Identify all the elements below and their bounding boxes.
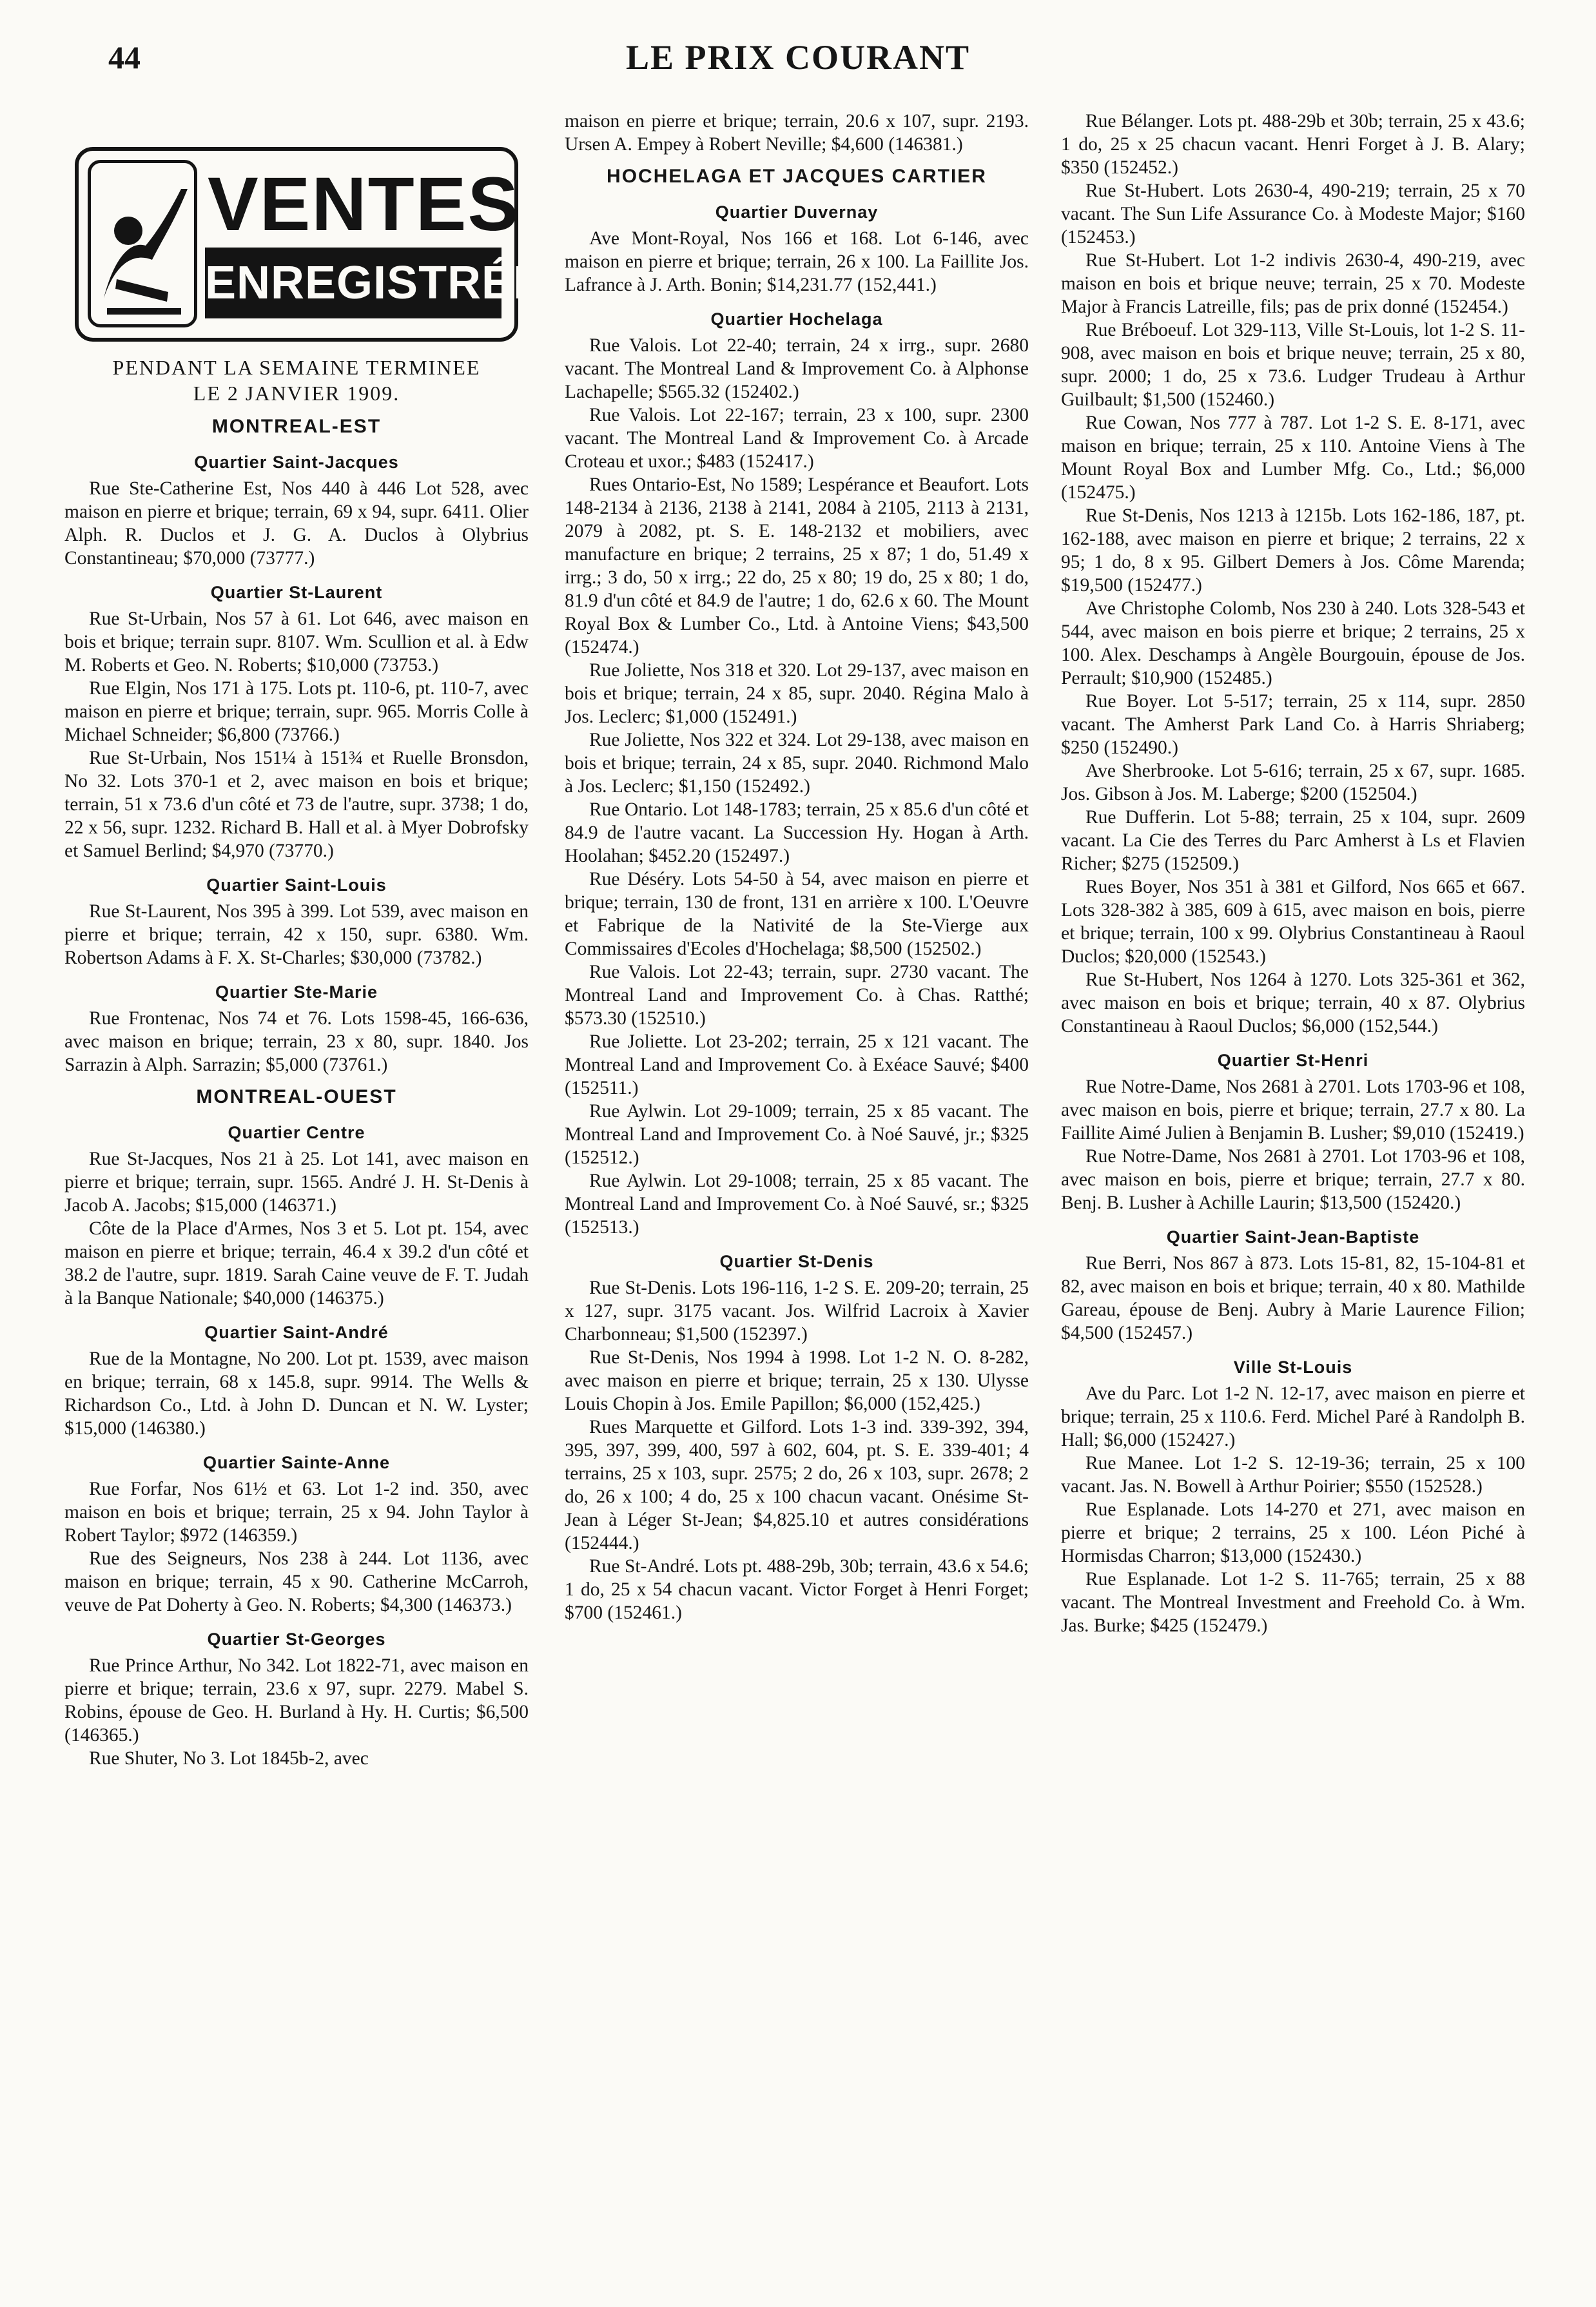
sale-entry: Rue Esplanade. Lot 1-2 S. 11-765; terrain, 25 x 88 vacant. The Montreal Investment and Freehold Co. à Wm. Jas. Burke; $425 (152479.) [1061, 1569, 1525, 1636]
sale-entry: Rue Joliette, Nos 318 et 320. Lot 29-137, avec maison en bois et brique; terrain, 24 x 85, supr. 2040. Régina Malo à Jos. Leclerc; $1,000 (152491.) [565, 660, 1029, 727]
period-heading [64, 355, 529, 406]
logo-word-enregistrees: ENREGISTRÉES [205, 248, 501, 318]
sale-entry: Rue St-Jacques, Nos 21 à 25. Lot 141, avec maison en pierre et brique; terrain, supr. 1565. André J. H. St-Denis à Jacob A. Jacobs; $15,000 (146371.) [64, 1149, 529, 1216]
sale-entry: Rue Bréboeuf. Lot 329-113, Ville St-Louis, lot 1-2 S. 11-908, avec maison en bois et brique neuve; terrain, 25 x 80, supr. 2000; 1 do, 25 x 73.6. Ludger Trudeau à Arthur Guilbault; $1,500 (152460.) [1061, 320, 1525, 410]
sale-entry: Rue Esplanade. Lots 14-270 et 271, avec maison en pierre et brique; 2 terrains, 25 x 100. Léon Piché à Hormisdas Charron; $13,000 (152430.) [1061, 1499, 1525, 1566]
sale-entry: Ave du Parc. Lot 1-2 N. 12-17, avec maison en pierre et brique; terrain, 25 x 110.6. Ferd. Michel Paré à Randolph B. Hall; $6,000 (152427.) [1061, 1383, 1525, 1450]
sale-entry: Côte de la Place d'Armes, Nos 3 et 5. Lot pt. 154, avec maison en pierre et brique; terrain, 46.4 x 39.2 d'un côté et 38.2 de l'autre, supr. 1819. Sarah Caine veuve de F. T. Judah à la Banque Nationale; $40,000 (146375.) [64, 1218, 529, 1309]
sale-entry: Rue Valois. Lot 22-43; terrain, supr. 2730 vacant. The Montreal Land and Improvement Co. à Chas. Ratthé; $573.30 (152510.) [565, 962, 1029, 1029]
journal-title: LE PRIX COURANT [625, 38, 971, 77]
quarter-heading: Quartier St-Laurent [210, 583, 383, 602]
quarter-heading: Quartier Sainte-Anne [202, 1453, 391, 1472]
sale-entry: Rue Valois. Lot 22-40; terrain, 24 x irrg., supr. 2680 vacant. The Montreal Land & Improvement Co. à Alphonse Lachapelle; $565.32 (152402.) [565, 335, 1029, 402]
sale-entry: Rue St-André. Lots pt. 488-29b, 30b; terrain, 43.6 x 54.6; 1 do, 25 x 54 chacun vacant. Victor Forget à Henri Forget; $700 (152461.) [565, 1556, 1029, 1623]
sale-entry: Rue St-Denis, Nos 1213 à 1215b. Lots 162-186, 187, pt. 162-188, avec maison en pierre et brique; 2 terrains, 22 x 95; 1 do, 8 x 95. Gilbert Demers à Jos. Côme Marenda; $19,500 (152477.) [1061, 505, 1525, 596]
column-2 [565, 110, 1029, 1624]
column-3-entries [1061, 110, 1525, 1637]
sale-entry: Ave Sherbrooke. Lot 5-616; terrain, 25 x 67, supr. 1685. Jos. Gibson à Jos. M. Laberge; $200 (152504.) [1061, 761, 1525, 804]
sale-entry: Rue St-Hubert, Nos 1264 à 1270. Lots 325-361 et 362, avec maison en bois et brique; terrain, 40 x 87. Olybrius Constantineau à Raoul Duclos; $6,000 (152,544.) [1061, 969, 1525, 1037]
sale-entry: Rue St-Urbain, Nos 151¼ à 151¾ et Ruelle Bronsdon, No 32. Lots 370-1 et 2, avec maison en bois et brique; terrain, 51 x 73.6 d'un côté et 73 de l'autre, supr. 3738; 1 do, 22 x 56, supr. 1232. Richard B. Hall et al. à Myer Dobrofsky et Samuel Berlind; $4,970 (73770.) [64, 748, 529, 861]
quarter-heading: Quartier St-Denis [719, 1252, 874, 1271]
sale-entry: Rue Valois. Lot 22-167; terrain, 23 x 100, supr. 2300 vacant. The Montreal Land & Improvement Co. à Arcade Croteau et uxor.; $483 (152417.) [565, 405, 1029, 472]
column-2-entries [565, 110, 1029, 1624]
sale-entry: Rue Bélanger. Lots pt. 488-29b et 30b; terrain, 25 x 43.6; 1 do, 25 x 25 chacun vacant. Henri Forget à J. B. Alary; $350 (152452.) [1061, 111, 1525, 178]
sale-entry: Rue Ontario. Lot 148-1783; terrain, 25 x 85.6 d'un côté et 84.9 de l'autre vacant. La Succession Hy. Hogan à Arth. Hoolahan; $452.20 (152497.) [565, 799, 1029, 866]
column-3 [1061, 110, 1525, 1637]
district-heading: MONTREAL-OUEST [196, 1086, 397, 1107]
sale-entry: Rue St-Hubert. Lot 1-2 indivis 2630-4, 490-219, avec maison en bois et brique neuve; terrain, 25 x 70. Modeste Major à Francis Latreille, fils; pas de prix donné (152454.) [1061, 250, 1525, 317]
sale-entry: Rue St-Denis. Lots 196-116, 1-2 S. E. 209-20; terrain, 25 x 127, supr. 3175 vacant. Jos. Wilfrid Lacroix à Xavier Charbonneau; $1,500 (152397.) [565, 1278, 1029, 1345]
sale-entry: Rue Déséry. Lots 54-50 à 54, avec maison en pierre et brique; terrain, 130 de front, 131 en arrière x 100. L'Oeuvre et Fabrique de la Nativité de la Ste-Vierge aux Commissaires d'Ecoles d'Hochelaga; $8,500 (152502.) [565, 869, 1029, 959]
period-line-2: LE 2 JANVIER 1909. [193, 382, 400, 405]
sale-entry: Rues Marquette et Gilford. Lots 1-3 ind. 339-392, 394, 395, 397, 399, 400, 597 à 602, 604, pt. S. E. 339-401; 4 terrains, 25 x 103, supr. 2575; 2 do, 26 x 103, supr. 2678; 2 do, 26 x 100; 4 do, 25 x 100 chacun vacant. Onésime St-Jean à Léger St-Jean; $4,825.10 et autres considérations (152444.) [565, 1417, 1029, 1553]
ventes-logo [75, 147, 577, 342]
sale-entry: Rue de la Montagne, No 200. Lot pt. 1539, avec maison en brique; terrain, 68 x 145.8, supr. 9914. The Wells & Richardson Co., Ltd. à John D. Duncan et N. W. Lyster; $15,000 (146380.) [64, 1348, 529, 1439]
quarter-heading: Quartier St-Georges [207, 1630, 386, 1649]
quarter-heading: Quartier Saint-Louis [206, 875, 387, 895]
sale-entry: Rue Notre-Dame, Nos 2681 à 2701. Lots 1703-96 et 108, avec maison en bois, pierre et brique; terrain, 27.7 x 80. La Faillite Aimé Julien à Benjamin B. Lusher; $9,010 (152419.) [1061, 1076, 1525, 1144]
sale-entry: Rue Aylwin. Lot 29-1009; terrain, 25 x 85 vacant. The Montreal Land and Improvement Co. à Noé Sauvé, jr.; $325 (152512.) [565, 1101, 1029, 1168]
quarter-heading: Quartier St-Henri [1217, 1051, 1369, 1070]
sale-entry: Rue Notre-Dame, Nos 2681 à 2701. Lot 1703-96 et 108, avec maison en bois, pierre et brique; terrain, 27.7 x 80. Benj. B. Lusher à Achille Laurin; $13,500 (152420.) [1061, 1146, 1525, 1213]
district-heading: HOCHELAGA ET JACQUES CARTIER [607, 166, 987, 187]
sale-entry: Rue Elgin, Nos 171 à 175. Lots pt. 110-6, pt. 110-7, avec maison en pierre et brique; terrain, supr. 965. Morris Colle à Michael Schneider; $6,800 (73766.) [64, 678, 529, 745]
sale-entry: Rue Joliette, Nos 322 et 324. Lot 29-138, avec maison en bois et brique; terrain, 24 x 85, supr. 2040. Richmond Malo à Jos. Leclerc; $1,150 (152492.) [565, 730, 1029, 797]
page-header [0, 0, 1596, 84]
scribe-quill-icon [88, 160, 197, 327]
sale-entry-continued: maison en pierre et brique; terrain, 20.6 x 107, supr. 2193. Ursen A. Empey à Robert Neville; $4,600 (146381.) [565, 111, 1029, 155]
sale-entry: Rue Joliette. Lot 23-202; terrain, 25 x 121 vacant. The Montreal Land and Improvement Co. à Exéace Sauvé; $400 (152511.) [565, 1031, 1029, 1098]
logo-word-ventes: VENTES [208, 162, 520, 247]
quarter-heading: Quartier Saint-Jean-Baptiste [1166, 1227, 1420, 1247]
sale-entry: Rue Ste-Catherine Est, Nos 440 à 446 Lot 528, avec maison en pierre et brique; terrain, 69 x 94, supr. 6411. Olier Alph. R. Duclos et J. G. A. Duclos à Olybrius Constantineau; $70,000 (73777.) [64, 478, 529, 569]
sale-entry: Rue St-Laurent, Nos 395 à 399. Lot 539, avec maison en pierre et brique; terrain, 42 x 150, supr. 6380. Wm. Robertson Adams à F. X. St-Charles; $30,000 (73782.) [64, 901, 529, 968]
sale-entry: Rue Cowan, Nos 777 à 787. Lot 1-2 S. E. 8-171, avec maison en brique; terrain, 25 x 110. Antoine Viens à The Mount Royal Box and Lumber Mfg. Co., Ltd.; $6,000 (152475.) [1061, 413, 1525, 503]
sale-entry: Ave Christophe Colomb, Nos 230 à 240. Lots 328-543 et 544, avec maison en bois pierre et brique; 2 terrains, 25 x 100. Alex. Deschamps à Angèle Bourgouin, épouse de Jos. Perrault; $10,900 (152485.) [1061, 598, 1525, 688]
quarter-heading: Quartier Saint-Jacques [194, 453, 399, 472]
quarter-heading: Quartier Saint-André [204, 1323, 389, 1342]
column-1 [64, 147, 577, 1770]
district-heading: MONTREAL-EST [211, 416, 382, 437]
quarter-heading: Ville St-Louis [1233, 1358, 1353, 1377]
page-number: 44 [108, 39, 141, 75]
column-1-entries [64, 414, 529, 1770]
sale-entry: Rue Dufferin. Lot 5-88; terrain, 25 x 104, supr. 2609 vacant. La Cie des Terres du Parc Amherst à Ls et Flavien Richer; $275 (152509.) [1061, 807, 1525, 874]
sale-entry: Rue Shuter, No 3. Lot 1845b-2, avec [89, 1748, 369, 1769]
sale-entry: Rue St-Urbain, Nos 57 à 61. Lot 646, avec maison en bois et brique; terrain supr. 8107. Wm. Scullion et al. à Edw M. Roberts et Geo. N. Roberts; $10,000 (73753.) [64, 608, 529, 676]
sale-entry: Rue Manee. Lot 1-2 S. 12-19-36; terrain, 25 x 100 vacant. Jas. N. Bowell à Arthur Poirier; $550 (152528.) [1061, 1453, 1525, 1497]
sale-entry: Rue Frontenac, Nos 74 et 76. Lots 1598-45, 166-636, avec maison en brique; terrain, 23 x 80, supr. 1840. Jos Sarrazin à Alph. Sarrazin; $5,000 (73761.) [64, 1008, 529, 1075]
quarter-heading: Quartier Hochelaga [710, 309, 883, 329]
sale-entry: Rue Berri, Nos 867 à 873. Lots 15-81, 82, 15-104-81 et 82, avec maison en bois et brique; terrain, 40 x 80. Mathilde Gareau, épouse de Benj. Aubry à Marie Laurence Filion; $4,500 (152457.) [1061, 1253, 1525, 1343]
period-line-1: PENDANT LA SEMAINE TERMINEE [112, 356, 481, 379]
sale-entry: Rue Forfar, Nos 61½ et 63. Lot 1-2 ind. 350, avec maison en bois et brique; terrain, 25 x 94. John Taylor à Robert Taylor; $972 (146359.) [64, 1479, 529, 1546]
sale-entry: Rues Ontario-Est, No 1589; Lespérance et Beaufort. Lots 148-2134 à 2136, 2138 à 2141, 2084 à 2105, 2113 à 2131, 2079 à 2082, pt. S. E. 148-2132 et mobiliers, avec manufacture en brique; 2 terrains, 25 x 87; 1 do, 51.49 x irrg.; 3 do, 50 x irrg.; 22 do, 25 x 80; 19 do, 25 x 80; 1 do, 81.9 d'un côté et 84.9 de l'autre; 1 do, 62.6 x 60. The Mount Royal Box & Lumber Co., Ltd. à Antoine Viens; $43,500 (152474.) [565, 474, 1029, 657]
quarter-heading: Quartier Ste-Marie [215, 982, 378, 1002]
quarter-heading: Quartier Centre [228, 1123, 365, 1142]
sale-entry: Ave Mont-Royal, Nos 166 et 168. Lot 6-146, avec maison en pierre et brique; terrain, 26 x 100. La Faillite Jos. Lafrance à J. Arth. Bonin; $14,231.77 (152,441.) [565, 228, 1029, 295]
sale-entry: Rue Boyer. Lot 5-517; terrain, 25 x 114, supr. 2850 vacant. The Amherst Park Land Co. à Harris Shriaberg; $250 (152490.) [1061, 691, 1525, 758]
sale-entry: Rue Aylwin. Lot 29-1008; terrain, 25 x 85 vacant. The Montreal Land and Improvement Co. à Noé Sauvé, sr.; $325 (152513.) [565, 1171, 1029, 1238]
sale-entry: Rue St-Hubert. Lots 2630-4, 490-219; terrain, 25 x 70 vacant. The Sun Life Assurance Co. à Modeste Major; $160 (152453.) [1061, 180, 1525, 248]
sale-entry: Rue des Seigneurs, Nos 238 à 244. Lot 1136, avec maison en brique; terrain, 45 x 90. Catherine McCarroh, veuve de Pat Doherty à Geo. N. Roberts; $4,300 (146373.) [64, 1548, 529, 1615]
sale-entry: Rue St-Denis, Nos 1994 à 1998. Lot 1-2 N. O. 8-282, avec maison en pierre et brique; terrain, 25 x 130. Ulysse Louis Chopin à Jos. Emile Papillon; $6,000 (152,425.) [565, 1347, 1029, 1414]
sale-entry: Rues Boyer, Nos 351 à 381 et Gilford, Nos 665 et 667. Lots 328-382 à 385, 609 à 615, avec maison en bois, pierre et brique; terrain, 100 x 99. Olybrius Constantineau à Raoul Duclos; $20,000 (152543.) [1061, 877, 1525, 967]
quarter-heading: Quartier Duvernay [715, 202, 879, 222]
sale-entry: Rue Prince Arthur, No 342. Lot 1822-71, avec maison en pierre et brique; terrain, 23.6 x 97, supr. 2279. Mabel S. Robins, épouse de Geo. H. Burland à Hy. H. Curtis; $6,500 (146365.) [64, 1655, 529, 1746]
